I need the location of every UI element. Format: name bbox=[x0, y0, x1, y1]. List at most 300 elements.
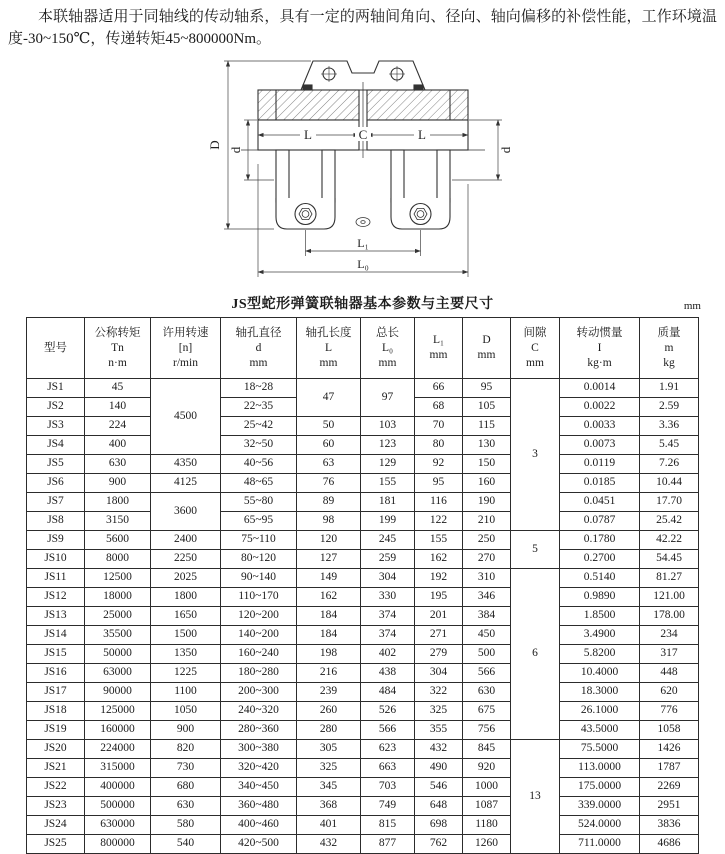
column-header: 许用转速 [n] r/min bbox=[151, 318, 221, 379]
table-cell: 120 bbox=[297, 531, 361, 550]
table-cell: 140 bbox=[85, 398, 151, 417]
table-cell: 776 bbox=[640, 702, 699, 721]
center-plug bbox=[356, 218, 370, 227]
table-cell: 1500 bbox=[151, 626, 221, 645]
table-cell: 401 bbox=[297, 816, 361, 835]
table-cell: JS19 bbox=[27, 721, 85, 740]
coupling-drawing bbox=[173, 52, 553, 288]
table-cell: 322 bbox=[415, 683, 463, 702]
table-row bbox=[27, 816, 699, 835]
table-cell: 325 bbox=[297, 759, 361, 778]
table-cell: 762 bbox=[415, 835, 463, 854]
table-cell: 432 bbox=[415, 740, 463, 759]
table-cell: 2250 bbox=[151, 550, 221, 569]
table-cell: 195 bbox=[415, 588, 463, 607]
table-cell: 900 bbox=[85, 474, 151, 493]
table-cell: 0.2700 bbox=[560, 550, 640, 569]
table-cell: 374 bbox=[361, 626, 415, 645]
dim-label-d-right: d bbox=[497, 146, 513, 154]
table-cell: 4500 bbox=[151, 379, 221, 455]
table-row bbox=[27, 797, 699, 816]
table-row bbox=[27, 835, 699, 854]
table-caption bbox=[0, 293, 725, 315]
table-cell: 129 bbox=[361, 455, 415, 474]
column-header: 总长 L₀ mm bbox=[361, 318, 415, 379]
intro-text: 本联轴器适用于同轴线的传动轴系，具有一定的两轴间角向、径向、轴向偏移的补偿性能，工作环境温度-30~150℃，传递转矩45~800000Nm。 bbox=[8, 9, 717, 47]
table-cell: 3150 bbox=[85, 512, 151, 531]
table-cell: 346 bbox=[463, 588, 511, 607]
table-cell: 190 bbox=[463, 493, 511, 512]
table-row bbox=[27, 569, 699, 588]
table-cell: 54.45 bbox=[640, 550, 699, 569]
table-cell: 1087 bbox=[463, 797, 511, 816]
column-header: 型号 bbox=[27, 318, 85, 379]
table-row bbox=[27, 740, 699, 759]
table-cell: 245 bbox=[361, 531, 415, 550]
table-cell: 2025 bbox=[151, 569, 221, 588]
table-cell: 5.8200 bbox=[560, 645, 640, 664]
table-cell: 200~300 bbox=[221, 683, 297, 702]
table-cell: 115 bbox=[463, 417, 511, 436]
table-cell: 1058 bbox=[640, 721, 699, 740]
table-cell: 432 bbox=[297, 835, 361, 854]
table-cell: 623 bbox=[361, 740, 415, 759]
table-cell: 127 bbox=[297, 550, 361, 569]
table-cell: JS15 bbox=[27, 645, 85, 664]
table-cell: 877 bbox=[361, 835, 415, 854]
table-cell: 384 bbox=[463, 607, 511, 626]
table-cell: 60 bbox=[297, 436, 361, 455]
table-cell: 280 bbox=[297, 721, 361, 740]
table-cell: 420~500 bbox=[221, 835, 297, 854]
table-cell: JS7 bbox=[27, 493, 85, 512]
table-row bbox=[27, 474, 699, 493]
table-cell: 10.4000 bbox=[560, 664, 640, 683]
table-row bbox=[27, 626, 699, 645]
table-cell: 400~460 bbox=[221, 816, 297, 835]
table-cell: 89 bbox=[297, 493, 361, 512]
table-cell: 180~280 bbox=[221, 664, 297, 683]
table-cell: 18.3000 bbox=[560, 683, 640, 702]
table-cell: JS5 bbox=[27, 455, 85, 474]
table-cell: JS8 bbox=[27, 512, 85, 531]
spec-table-header bbox=[27, 318, 699, 379]
table-cell: 18000 bbox=[85, 588, 151, 607]
dim-label-L0: L₀ bbox=[356, 257, 369, 271]
table-cell: 630 bbox=[463, 683, 511, 702]
table-cell: 580 bbox=[151, 816, 221, 835]
table-row bbox=[27, 417, 699, 436]
table-row bbox=[27, 702, 699, 721]
table-cell: 122 bbox=[415, 512, 463, 531]
table-cell: 3836 bbox=[640, 816, 699, 835]
table-cell: 76 bbox=[297, 474, 361, 493]
spec-table bbox=[26, 317, 699, 854]
table-cell: 448 bbox=[640, 664, 699, 683]
column-header: 质量 m kg bbox=[640, 318, 699, 379]
table-cell: 540 bbox=[151, 835, 221, 854]
table-cell: 184 bbox=[297, 626, 361, 645]
table-cell: 98 bbox=[297, 512, 361, 531]
table-cell: 500 bbox=[463, 645, 511, 664]
table-row bbox=[27, 645, 699, 664]
table-cell: 4686 bbox=[640, 835, 699, 854]
table-cell: 1100 bbox=[151, 683, 221, 702]
table-cell: JS6 bbox=[27, 474, 85, 493]
table-cell: 5600 bbox=[85, 531, 151, 550]
coupling-figure bbox=[173, 52, 553, 293]
table-cell: 317 bbox=[640, 645, 699, 664]
table-cell: 526 bbox=[361, 702, 415, 721]
table-cell: 0.9890 bbox=[560, 588, 640, 607]
table-cell: 90~140 bbox=[221, 569, 297, 588]
table-row bbox=[27, 512, 699, 531]
table-row bbox=[27, 379, 699, 398]
table-row bbox=[27, 550, 699, 569]
table-cell: JS21 bbox=[27, 759, 85, 778]
table-cell: 25.42 bbox=[640, 512, 699, 531]
table-cell: 32~50 bbox=[221, 436, 297, 455]
table-cell: 698 bbox=[415, 816, 463, 835]
table-cell: 820 bbox=[151, 740, 221, 759]
table-cell: 80 bbox=[415, 436, 463, 455]
table-cell: 566 bbox=[361, 721, 415, 740]
table-cell: 1050 bbox=[151, 702, 221, 721]
table-cell: 75~110 bbox=[221, 531, 297, 550]
table-cell: 368 bbox=[297, 797, 361, 816]
table-cell: 402 bbox=[361, 645, 415, 664]
table-cell: 198 bbox=[297, 645, 361, 664]
table-cell: 224000 bbox=[85, 740, 151, 759]
table-cell: 1.8500 bbox=[560, 607, 640, 626]
table-cell: 110~170 bbox=[221, 588, 297, 607]
table-cell: JS3 bbox=[27, 417, 85, 436]
table-cell: 3.4900 bbox=[560, 626, 640, 645]
table-cell: 703 bbox=[361, 778, 415, 797]
table-cell: 47 bbox=[297, 379, 361, 417]
table-cell: 80~120 bbox=[221, 550, 297, 569]
table-cell: 315000 bbox=[85, 759, 151, 778]
table-cell: 12500 bbox=[85, 569, 151, 588]
table-cell: JS17 bbox=[27, 683, 85, 702]
table-cell: 50 bbox=[297, 417, 361, 436]
table-cell: 103 bbox=[361, 417, 415, 436]
sleeve-right bbox=[367, 90, 468, 120]
dim-label-L-right: L bbox=[417, 127, 426, 142]
table-cell: 300~380 bbox=[221, 740, 297, 759]
table-cell: 304 bbox=[415, 664, 463, 683]
table-cell: 43.5000 bbox=[560, 721, 640, 740]
table-row bbox=[27, 436, 699, 455]
table-cell: 42.22 bbox=[640, 531, 699, 550]
table-cell: JS23 bbox=[27, 797, 85, 816]
table-cell: 1787 bbox=[640, 759, 699, 778]
table-cell: 756 bbox=[463, 721, 511, 740]
dim-label-d-left: d bbox=[227, 146, 243, 154]
bolt-head-left bbox=[303, 85, 312, 90]
table-cell: 22~35 bbox=[221, 398, 297, 417]
table-cell: 240~320 bbox=[221, 702, 297, 721]
table-cell: 280~360 bbox=[221, 721, 297, 740]
table-cell: 360~480 bbox=[221, 797, 297, 816]
coupling-body bbox=[241, 61, 485, 229]
table-cell: 130 bbox=[463, 436, 511, 455]
table-cell: 178.00 bbox=[640, 607, 699, 626]
table-cell: 305 bbox=[297, 740, 361, 759]
table-cell: 1.91 bbox=[640, 379, 699, 398]
table-cell: 490 bbox=[415, 759, 463, 778]
table-cell: 620 bbox=[640, 683, 699, 702]
table-cell: 25000 bbox=[85, 607, 151, 626]
table-cell: 438 bbox=[361, 664, 415, 683]
table-cell: 5.45 bbox=[640, 436, 699, 455]
table-cell: 0.0033 bbox=[560, 417, 640, 436]
table-cell: 0.0014 bbox=[560, 379, 640, 398]
table-cell: 216 bbox=[297, 664, 361, 683]
table-cell: 310 bbox=[463, 569, 511, 588]
table-row bbox=[27, 588, 699, 607]
table-cell: 45 bbox=[85, 379, 151, 398]
table-cell: JS16 bbox=[27, 664, 85, 683]
table-cell: 90000 bbox=[85, 683, 151, 702]
table-cell: 355 bbox=[415, 721, 463, 740]
table-cell: 95 bbox=[415, 474, 463, 493]
table-cell: 95 bbox=[463, 379, 511, 398]
table-cell: 484 bbox=[361, 683, 415, 702]
table-row bbox=[27, 683, 699, 702]
table-cell: 192 bbox=[415, 569, 463, 588]
table-cell: 224 bbox=[85, 417, 151, 436]
table-cell: 155 bbox=[361, 474, 415, 493]
table-cell: 400 bbox=[85, 436, 151, 455]
table-cell: 66 bbox=[415, 379, 463, 398]
table-unit-note: mm bbox=[683, 300, 701, 312]
column-header: 公称转矩 Tn n·m bbox=[85, 318, 151, 379]
table-cell: 75.5000 bbox=[560, 740, 640, 759]
table-cell: 0.5140 bbox=[560, 569, 640, 588]
table-cell: 160000 bbox=[85, 721, 151, 740]
column-header: L₁ mm bbox=[415, 318, 463, 379]
table-cell: 63000 bbox=[85, 664, 151, 683]
column-header: 间隙 C mm bbox=[511, 318, 560, 379]
table-cell: 345 bbox=[297, 778, 361, 797]
table-cell: JS9 bbox=[27, 531, 85, 550]
table-cell: 13 bbox=[511, 740, 560, 854]
table-cell: 199 bbox=[361, 512, 415, 531]
table-cell: 48~65 bbox=[221, 474, 297, 493]
table-cell: 70 bbox=[415, 417, 463, 436]
table-cell: 630 bbox=[151, 797, 221, 816]
table-cell: 35500 bbox=[85, 626, 151, 645]
table-cell: 0.0022 bbox=[560, 398, 640, 417]
table-cell: 18~28 bbox=[221, 379, 297, 398]
spec-table-body bbox=[27, 379, 699, 854]
table-cell: 325 bbox=[415, 702, 463, 721]
table-cell: 270 bbox=[463, 550, 511, 569]
table-cell: JS12 bbox=[27, 588, 85, 607]
table-cell: 680 bbox=[151, 778, 221, 797]
table-cell: 120~200 bbox=[221, 607, 297, 626]
table-cell: 6 bbox=[511, 569, 560, 740]
table-cell: 184 bbox=[297, 607, 361, 626]
table-cell: 140~200 bbox=[221, 626, 297, 645]
table-cell: 0.0119 bbox=[560, 455, 640, 474]
table-cell: 0.0185 bbox=[560, 474, 640, 493]
table-cell: 92 bbox=[415, 455, 463, 474]
table-cell: JS2 bbox=[27, 398, 85, 417]
table-cell: 330 bbox=[361, 588, 415, 607]
table-row bbox=[27, 664, 699, 683]
sleeve-left bbox=[258, 90, 359, 120]
table-cell: JS4 bbox=[27, 436, 85, 455]
table-cell: 10.44 bbox=[640, 474, 699, 493]
table-cell: 201 bbox=[415, 607, 463, 626]
dim-label-D: D bbox=[206, 140, 222, 150]
table-cell: 68 bbox=[415, 398, 463, 417]
table-cell: 730 bbox=[151, 759, 221, 778]
table-cell: 815 bbox=[361, 816, 415, 835]
table-cell: 65~95 bbox=[221, 512, 297, 531]
table-cell: 749 bbox=[361, 797, 415, 816]
table-cell: 162 bbox=[297, 588, 361, 607]
table-row bbox=[27, 721, 699, 740]
table-cell: JS24 bbox=[27, 816, 85, 835]
table-cell: 3.36 bbox=[640, 417, 699, 436]
table-cell: JS22 bbox=[27, 778, 85, 797]
table-cell: 17.70 bbox=[640, 493, 699, 512]
table-cell: 0.0073 bbox=[560, 436, 640, 455]
table-cell: 0.0451 bbox=[560, 493, 640, 512]
table-cell: 181 bbox=[361, 493, 415, 512]
table-cell: JS18 bbox=[27, 702, 85, 721]
table-cell: 250 bbox=[463, 531, 511, 550]
table-cell: 663 bbox=[361, 759, 415, 778]
table-row bbox=[27, 493, 699, 512]
table-cell: 339.0000 bbox=[560, 797, 640, 816]
table-cell: JS25 bbox=[27, 835, 85, 854]
table-cell: 8000 bbox=[85, 550, 151, 569]
table-cell: 149 bbox=[297, 569, 361, 588]
table-cell: 25~42 bbox=[221, 417, 297, 436]
table-title: JS型蛇形弹簧联轴器基本参数与主要尺寸 bbox=[231, 297, 494, 312]
table-cell: 374 bbox=[361, 607, 415, 626]
table-cell: 1426 bbox=[640, 740, 699, 759]
table-cell: 125000 bbox=[85, 702, 151, 721]
table-cell: 271 bbox=[415, 626, 463, 645]
table-cell: 0.0787 bbox=[560, 512, 640, 531]
table-cell: 2951 bbox=[640, 797, 699, 816]
table-cell: 2400 bbox=[151, 531, 221, 550]
table-cell: 1180 bbox=[463, 816, 511, 835]
table-cell: 1800 bbox=[151, 588, 221, 607]
table-cell: JS1 bbox=[27, 379, 85, 398]
column-header: 轴孔直径 d mm bbox=[221, 318, 297, 379]
table-cell: 400000 bbox=[85, 778, 151, 797]
table-cell: 630000 bbox=[85, 816, 151, 835]
table-cell: 845 bbox=[463, 740, 511, 759]
table-cell: 675 bbox=[463, 702, 511, 721]
table-cell: 4125 bbox=[151, 474, 221, 493]
table-cell: 175.0000 bbox=[560, 778, 640, 797]
table-cell: 50000 bbox=[85, 645, 151, 664]
table-cell: JS11 bbox=[27, 569, 85, 588]
table-cell: 1350 bbox=[151, 645, 221, 664]
table-row bbox=[27, 455, 699, 474]
dim-label-L1: L₁ bbox=[356, 236, 369, 250]
table-cell: JS10 bbox=[27, 550, 85, 569]
table-cell: 630 bbox=[85, 455, 151, 474]
table-cell: 239 bbox=[297, 683, 361, 702]
table-cell: 3 bbox=[511, 379, 560, 531]
bolt-head-right bbox=[414, 85, 423, 90]
table-cell: 7.26 bbox=[640, 455, 699, 474]
table-cell: 648 bbox=[415, 797, 463, 816]
table-cell: 160 bbox=[463, 474, 511, 493]
table-cell: 450 bbox=[463, 626, 511, 645]
table-cell: 97 bbox=[361, 379, 415, 417]
table-cell: 162 bbox=[415, 550, 463, 569]
column-header: 转动惯量 I kg·m bbox=[560, 318, 640, 379]
dim-label-C: C bbox=[358, 127, 367, 142]
table-cell: 1260 bbox=[463, 835, 511, 854]
column-header: 轴孔长度 L mm bbox=[297, 318, 361, 379]
table-cell: JS20 bbox=[27, 740, 85, 759]
table-cell: 304 bbox=[361, 569, 415, 588]
table-cell: 210 bbox=[463, 512, 511, 531]
table-cell: 2.59 bbox=[640, 398, 699, 417]
table-row bbox=[27, 759, 699, 778]
table-cell: 3600 bbox=[151, 493, 221, 531]
table-cell: 81.27 bbox=[640, 569, 699, 588]
table-cell: 113.0000 bbox=[560, 759, 640, 778]
table-cell: 4350 bbox=[151, 455, 221, 474]
dim-label-L-left: L bbox=[303, 127, 312, 142]
table-cell: 55~80 bbox=[221, 493, 297, 512]
table-row bbox=[27, 531, 699, 550]
table-cell: 2269 bbox=[640, 778, 699, 797]
table-cell: 40~56 bbox=[221, 455, 297, 474]
table-cell: 900 bbox=[151, 721, 221, 740]
table-cell: 320~420 bbox=[221, 759, 297, 778]
table-cell: 800000 bbox=[85, 835, 151, 854]
table-cell: 1000 bbox=[463, 778, 511, 797]
column-header: D mm bbox=[463, 318, 511, 379]
table-cell: 123 bbox=[361, 436, 415, 455]
table-cell: 566 bbox=[463, 664, 511, 683]
table-cell: JS14 bbox=[27, 626, 85, 645]
table-cell: 500000 bbox=[85, 797, 151, 816]
table-cell: 121.00 bbox=[640, 588, 699, 607]
table-cell: 234 bbox=[640, 626, 699, 645]
table-cell: 105 bbox=[463, 398, 511, 417]
table-cell: 1225 bbox=[151, 664, 221, 683]
table-cell: 26.1000 bbox=[560, 702, 640, 721]
table-cell: 5 bbox=[511, 531, 560, 569]
table-cell: 279 bbox=[415, 645, 463, 664]
table-cell: 155 bbox=[415, 531, 463, 550]
table-cell: 1800 bbox=[85, 493, 151, 512]
table-cell: 711.0000 bbox=[560, 835, 640, 854]
table-cell: 920 bbox=[463, 759, 511, 778]
table-row bbox=[27, 607, 699, 626]
table-cell: 150 bbox=[463, 455, 511, 474]
table-cell: 546 bbox=[415, 778, 463, 797]
table-cell: 259 bbox=[361, 550, 415, 569]
table-cell: 63 bbox=[297, 455, 361, 474]
table-cell: JS13 bbox=[27, 607, 85, 626]
table-row bbox=[27, 778, 699, 797]
table-cell: 340~450 bbox=[221, 778, 297, 797]
